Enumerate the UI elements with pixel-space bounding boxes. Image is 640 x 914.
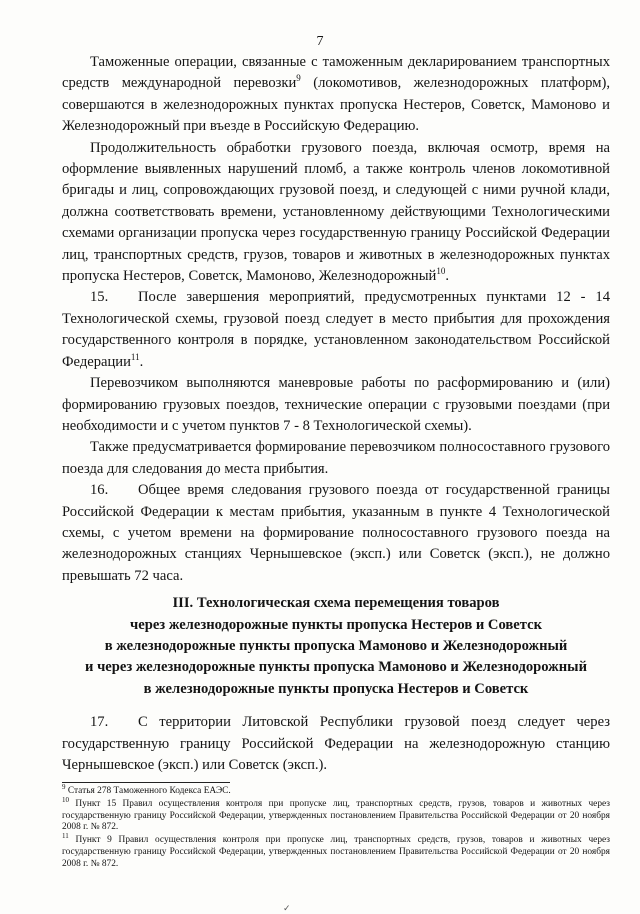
document-body: [62, 52, 610, 776]
paragraph-number: 17.: [90, 714, 109, 731]
footnote-11: $^{11}$ Пункт 9 Правил осуществления контроля при пропуске лиц, транспортных средств, грузов, товаров и животных через государственную границу Российской Федерации, утвержденных постановлением Правительства Российской Федерации от 20 ноября 2008 г. № 872.: [62, 832, 610, 869]
check-mark: ✓: [283, 903, 291, 913]
section-heading-line: III. Технологическая схема перемещения товаров: [172, 595, 500, 612]
paragraph-processing-duration: Продолжительность обработки грузового поезда, включая осмотр, время на оформление выявленных нарушений пломб, а также контроль членов локомотивной бригады и лиц, сопровождающих грузовой поезд, и следующей с ними ручной клади, должна соответствовать времени, установленному действующими Технологическими схемами организации пропуска через государственную границу Российской Федерации лиц, транспортных средств, грузов, товаров и животных в железнодорожных пунктах пропуска Нестеров, Советск, Мамоново, Железнодорожный$^{10}$.: [62, 139, 610, 285]
footnote-9: $^9$ Статья 278 Таможенного Кодекса ЕАЭС.: [62, 782, 231, 796]
paragraph-train-formation: Также предусматривается формирование перевозчиком полносоставного грузового поезда для следования до места прибытия.: [62, 439, 610, 477]
paragraph-shunting-works: Перевозчиком выполняются маневровые работы по расформированию и (или) формированию грузовых поездов, технические операции с грузовыми поездами (при необходимости и с учетом пунктов 7 - 8 Технологической схемы).: [62, 375, 610, 434]
section-heading-line: в железнодорожные пункты пропуска Нестеров и Советск: [143, 680, 529, 697]
paragraph-16: 16. Общее время следования грузового поезда от государственной границы Российской Федерации к местам прибытия, указанным в пункте 4 Технологической схемы, с учетом времени на формирование полносоставного грузового поезда на железнодорожных станциях Чернышевское (эксп.) или Советск (эксп.), не должно превышать 72 часа.: [62, 482, 610, 584]
footnote-separator: [62, 782, 230, 783]
section-heading-line: в железнодорожные пункты пропуска Мамоново и Железнодорожный: [104, 637, 568, 654]
section-heading-line: через железнодорожные пункты пропуска Нестеров и Советск: [130, 616, 542, 633]
section-heading: [62, 593, 610, 700]
footnote-ref-9: 9: [296, 73, 301, 84]
paragraph-number: 16.: [90, 482, 109, 499]
paragraph-15: 15. После завершения мероприятий, предусмотренных пунктами 12 - 14 Технологической схемы, грузовой поезд следует в место прибытия для прохождения государственного контроля в порядке, установленном законодательством Российской Федерации$^{11}$.: [62, 289, 610, 370]
paragraph-17: 17. С территории Литовской Республики грузовой поезд следует через государственную границу Российской Федерации на железнодорожную станцию Чернышевское (эксп.) или Советск (эксп.).: [62, 714, 610, 773]
footnotes: [62, 782, 610, 872]
footnote-10: $^{10}$ Пункт 15 Правил осуществления контроля при пропуске лиц, транспортных средств, грузов, товаров и животных через государственную границу Российской Федерации, утвержденных постановлением Правительства Российской Федерации от 20 ноября 2008 г. № 872.: [62, 795, 610, 833]
footnote-ref-10: 10: [436, 266, 446, 277]
paragraph-number: 15.: [90, 289, 109, 306]
section-heading-line: и через железнодорожные пункты пропуска Мамоново и Железнодорожный: [85, 659, 587, 676]
page-number: 7: [316, 34, 324, 49]
footnote-ref-11: 11: [130, 351, 140, 362]
paragraph-customs-operations: Таможенные операции, связанные с таможенным декларированием транспортных средств международной перевозки$^9$ (локомотивов, железнодорожных платформ), совершаются в железнодорожных пунктах пропуска Нестеров, Советск, Мамоново и Железнодорожный при въезде в Российскую Федерацию.: [62, 54, 610, 135]
